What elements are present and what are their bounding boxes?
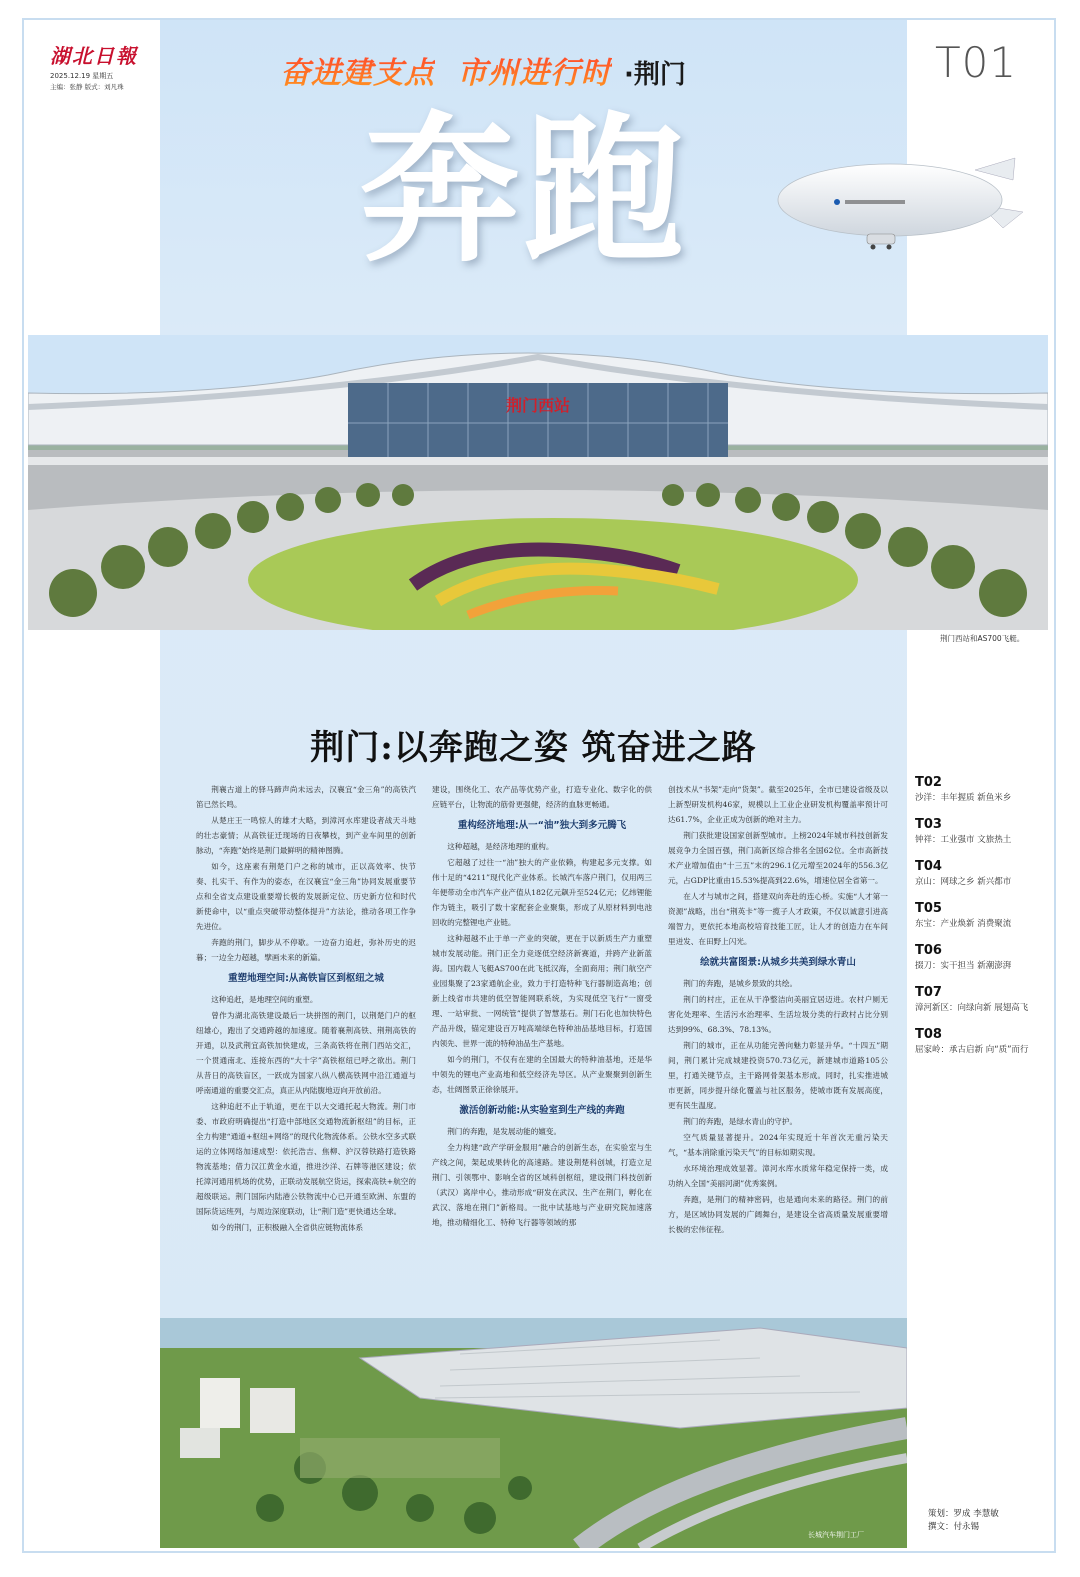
paragraph: 奔跑的荆门，脚步从不停歇。一边奋力追赶，弥补历史的迟暮；一边全力超越，擘画未来的新篇。	[196, 938, 416, 962]
subheading: 激活创新动能:从实验室到生产线的奔跑	[459, 1105, 625, 1116]
index-desc: 京山：网球之乡 新兴都市	[915, 877, 1012, 887]
section-banner	[280, 48, 686, 92]
paragraph: 它超越了过往一“油”独大的产业依赖，构建起多元支撑。如伟十足的“4211”现代化产业体系。长城汽车落户荆门，仅用两三年便带动全市汽车产业产值从182亿元飙升至524亿元；亿纬锂能作为链主，吸引了数十家配套企业聚集，形成了从原材料到电池回收的完整锂电产业链。	[432, 858, 652, 927]
headline: 荆门:以奔跑之姿 筑奋进之路	[310, 728, 757, 768]
index-code: T08	[915, 1027, 942, 1042]
issue-date: 2025.12.19 星期五	[50, 72, 114, 80]
station-sign: 荆门西站	[505, 396, 571, 415]
paragraph: 创技术从“书架”走向“货架”。截至2025年，全市已建设省级及以上新型研发机构46家，规模以上工业企业研发机构覆盖率预计可达61.7%，企业正成为创新的绝对主力。	[668, 785, 888, 824]
page-number: T01	[935, 38, 1018, 87]
aerial-caption: 长城汽车荆门工厂	[808, 1531, 864, 1539]
newspaper-logo: 湖北日報	[50, 44, 138, 68]
station-photo	[28, 335, 1048, 630]
big-title: 奔跑	[360, 96, 689, 284]
banner-part3: ·荆门	[624, 60, 686, 90]
paragraph: 荆门的奔跑，是绿水青山的守护。	[683, 1117, 798, 1126]
paragraph: 荆门获批建设国家创新型城市。上榜2024年城市科技创新发展竞争力全国百强，荆门高新区综合排名全国62位。全市高新技术产业增加值由“十三五”末的296.1亿元增至2024年的556.3亿元，占GDP比重由15.53%提高到22.6%，增速位居全省第一。	[668, 831, 888, 885]
index-item[interactable]	[915, 775, 1055, 803]
article-column-1	[196, 782, 416, 1327]
index-code: T03	[915, 817, 942, 832]
index-desc: 掇刀：实干担当 新潮澎湃	[915, 961, 1012, 971]
banner-part2: 市州进行时	[457, 48, 612, 92]
index-code: T02	[915, 775, 942, 790]
airship-illustration	[775, 150, 1030, 260]
index-desc: 东宝：产业焕新 消费聚流	[915, 919, 1012, 929]
index-code: T04	[915, 859, 942, 874]
subheading: 绘就共富图景:从城乡共美到绿水青山	[700, 957, 856, 968]
paragraph: 荆门的奔跑，是城乡景致的共绘。	[683, 979, 798, 988]
masthead	[50, 40, 150, 91]
credit-write: 撰文：付永锡	[928, 1522, 980, 1532]
article-body	[196, 782, 896, 1327]
paragraph: 荆襄古道上的驿马蹄声尚未远去，汉襄宜“金三角”的高铁汽笛已然长鸣。	[196, 785, 416, 809]
photo-caption: 荆门西站和AS700飞艇。	[940, 634, 1025, 643]
index-desc: 钟祥：工业强市 文旅热土	[915, 835, 1012, 845]
index-code: T05	[915, 901, 942, 916]
paragraph: 在人才与城市之间，搭建双向奔赴的连心桥。实施“人才第一资源”战略，出台“荆英卡”等一揽子人才政策，不仅以诚意引进高端智力，更依托本地高校培育技能工匠，让人才的创造力在车间里迸发、在田野上闪光。	[668, 892, 888, 946]
index-item[interactable]	[915, 817, 1055, 845]
index-item[interactable]	[915, 943, 1055, 971]
paragraph: 荆门的城市，正在从功能完善向魅力彰显升华。“十四五”期间，荆门累计完成城建投资570.73亿元，新建城市道路105公里，打通关键节点，主干路网骨架基本形成。同时，扎实推进城市更新，同步提升绿化覆盖与社区服务，使城市既有发展高度，更有民生温度。	[668, 1041, 888, 1110]
index-code: T07	[915, 985, 942, 1000]
index-desc: 沙洋：丰年握质 新鱼米乡	[915, 793, 1012, 803]
banner-part1: 奋进建支点	[280, 48, 435, 92]
index-item[interactable]	[915, 985, 1055, 1013]
paragraph: 这种追赶不止于轨道，更在于以大交通托起大物流。荆门市委、市政府明确提出“打造中部地区交通物流新枢纽”的目标，正全力构建“通道+枢纽+网络”的现代化物流体系。公铁水空多式联运的立体网络加速成型：依托浩吉、焦柳、沪汉蓉铁路打造铁路物流基地；借力汉江黄金水道，推进沙洋、石牌等港区建设；依托漳河通用机场的优势，正联动发展航空货运，探索高铁+航空的超级联运。荆门国际内陆港公铁物流中心已开通至欧洲、东盟的国际货运班列，与周边深度联动，让“荆门造”更快通达全球。	[196, 1102, 416, 1216]
paragraph: 如今，这座素有荆楚门户之称的城市，正以高效率、快节奏、扎实干、有作为的姿态，在汉襄宜“金三角”协同发展重要节点和全省支点建设重要增长极的发展新定位、历史新方位和时代新使命中，以“重点突破带动整体提升”方法论，推动各项工作争先进位。	[196, 862, 416, 931]
subheading: 重塑地理空间:从高铁盲区到枢纽之城	[228, 973, 384, 984]
credit-plan: 策划：罗成 李慧敏	[928, 1509, 999, 1519]
paragraph: 奔跑，是荆门的精神密码，也是通向未来的路径。荆门的前方，是区域协同发展的广阔舞台，是建设全省高质量发展重要增长极的宏伟征程。	[668, 1195, 888, 1234]
subheading: 重构经济地理:从一“油”独大到多元腾飞	[457, 820, 627, 831]
credits	[928, 1508, 999, 1534]
paragraph: 从楚庄王一鸣惊人的雄才大略，到漳河水库建设者战天斗地的壮志豪情；从高铁征迁现场的日夜攀枝，到产业车间里的创新脉动，“奔跑”始终是荆门最鲜明的精神图腾。	[196, 816, 416, 855]
paragraph: 这种追赶，是地理空间的重塑。	[211, 995, 318, 1004]
page-index	[915, 775, 1055, 1069]
editors-line: 主编：张静 版式：刘凡珠	[50, 83, 124, 91]
index-code: T06	[915, 943, 942, 958]
paragraph: 建设，围绕化工、农产品等优势产业，打造专业化、数字化的供应链平台，让物流的筋骨更强健，经济的血脉更畅通。	[432, 785, 652, 809]
paragraph: 曾作为湖北高铁建设最后一块拼图的荆门，以荆楚门户的枢纽雄心，跑出了交通跨越的加速度。随着襄荆高铁、荆荆高铁的开通，以及武荆宜高铁加快建成，三条高铁将在荆门西站交汇，一个贯通南北、连接东西的“大十字”高铁枢纽已呼之欲出。荆门从昔日的高铁盲区，一跃成为国家八纵八横高铁网中沿江通道与呼南通道的重要交汇点，真正从内陆腹地迈向开放前沿。	[196, 1011, 416, 1095]
index-item[interactable]	[915, 901, 1055, 929]
paragraph: 这种超越，是经济地理的重构。	[447, 842, 554, 851]
article-column-2	[432, 782, 652, 1327]
index-item[interactable]	[915, 1027, 1055, 1055]
paragraph: 这种超越不止于单一产业的突破，更在于以新质生产力重塑城市发展动能。荆门正全力竞逐低空经济新赛道，并跨产业新蓝海。国内载人飞艇AS700在此飞抵汉海，全面商用；荆门航空产业园集聚了23家通航企业，致力于打造特种飞行器制造高地；创新上线省市共建的低空智能网联系统，为实现低空飞行“一窗受理、一站审批、一网统管”提供了智慧基石。荆门石化也加快特色产品升级，锚定建设百万吨高端绿色特种油品基地目标，打造国内领先、世界一流的特种油品生产基地。	[432, 934, 652, 1048]
paragraph: 水环境治理成效显著。漳河水库水质常年稳定保持一类，成功纳入全国“美丽河湖”优秀案例。	[668, 1164, 888, 1188]
paragraph: 如今的荆门，不仅有在建的全国最大的特种油基地，还是华中领先的锂电产业高地和低空经济先导区。从产业聚聚到创新生态，壮阔图景正徐徐展开。	[432, 1055, 652, 1094]
paragraph: 如今的荆门，正积极融入全省供应链物流体系	[211, 1223, 364, 1232]
paragraph: 全力构建“政产学研金服用”融合的创新生态，在实验室与生产线之间，架起成果转化的高速路。建设荆楚科创城，打造立足荆门、引领鄂中、影响全省的区域科创枢纽，建设荆门科技创新（武汉）离岸中心，推动形成“研发在武汉、生产在荆门，孵化在武汉、落地在荆门”新格局。一批中试基地与产业研究院加速落地，推动精细化工、特种飞行器等领域的那	[432, 1143, 652, 1227]
aerial-factory-photo	[160, 1318, 907, 1548]
paragraph: 荆门的村庄，正在从干净整洁向美丽宜居迈进。农村户厕无害化处理率、生活污水治理率、生活垃圾分类的行政村占比分别达到99%、68.3%、78.13%。	[668, 995, 888, 1034]
paragraph: 荆门的奔跑，是发展动能的嬗变。	[447, 1127, 562, 1136]
index-desc: 屈家岭：承古启新 向“质”而行	[915, 1045, 1029, 1055]
index-item[interactable]	[915, 859, 1055, 887]
paragraph: 空气质量显著提升。2024年实现近十年首次无重污染天气，“基本消除重污染天气”的目标如期实现。	[668, 1133, 888, 1157]
index-desc: 漳河新区：向绿向新 展翅高飞	[915, 1003, 1029, 1013]
article-column-3	[668, 782, 888, 1327]
